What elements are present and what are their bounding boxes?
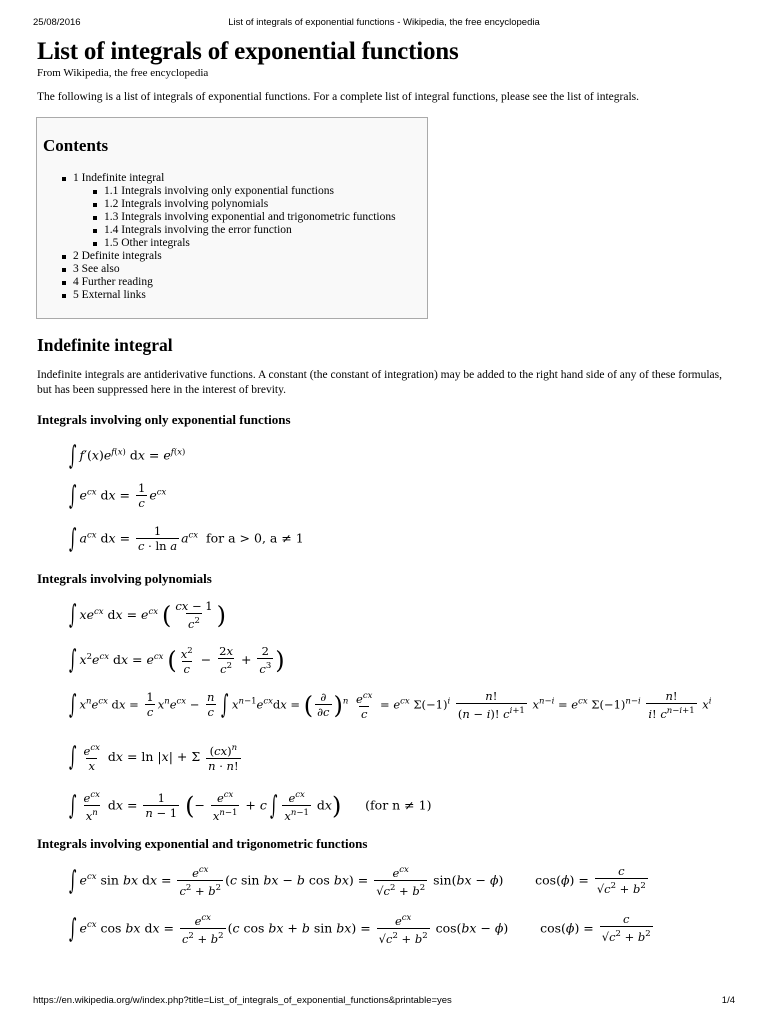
section-heading: Indefinite integral	[37, 335, 173, 355]
formula: ∫ $e^{cx}$ sin bx dx = $\frac{e^{cx}}{c^2 + b^2}$ (c sin bx − b cos bx) = $\frac{e^{cx}}{√c^2 + b^2}$ sin(bx − ϕ) cos(ϕ) = $\frac{c}{√c^2 + b^2}$	[69, 864, 646, 898]
toc-item[interactable]: 2 Definite integrals	[73, 250, 162, 262]
formula: ∫ $\frac{e^{cx}}{x^n}$ dx = $\frac{1}{n - 1}$ (− $\frac{e^{cx}}{x^{n-1}}$ + c ∫ $\frac{e^{cx}}{x^{n-1}}$ dx) (for n ≠ 1)	[69, 790, 432, 823]
toc-item[interactable]: 4 Further reading	[73, 276, 153, 288]
formula: ∫ $x^ne^{cx}$ dx = $\frac{1}{c}$ $x^ne^{cx}$ − $\frac{n}{c}$ ∫ $x^{n-1}e^{cx}dx$ = ( $\frac{\partial}{\partial c}$ )$^n$ $\frac{e^{cx}}{c}$ = $e^{cx}$ $\Sigma(-1)^i$ $\frac{n!}{(n - i)! c^{i+1}}$ $x^{n-i} = e^{cx}$ $\Sigma(-1)^{n-i}$ $\frac{n!}{i! c^{n-i+1}}$ $x^i$	[69, 689, 712, 721]
toc-item[interactable]: 1.4 Integrals involving the error function	[104, 224, 292, 236]
subsection-heading: Integrals involving polynomials	[37, 571, 212, 586]
print-page-title: List of integrals of exponential functions - Wikipedia, the free encyclopedia	[228, 17, 540, 28]
toc-item[interactable]: 1 Indefinite integral	[73, 172, 165, 184]
print-url: https://en.wikipedia.org/w/index.php?title=List_of_integrals_of_exponential_functions&printable=yes	[33, 995, 452, 1006]
toc-title: Contents	[43, 136, 109, 155]
formula: ∫ $x^2e^{cx}$ dx = $e^{cx}$ ( $\frac{x^2}{c}$ − $\frac{2x}{c^2}$ + $\frac{2}{c^3}$ )	[69, 644, 285, 676]
toc-item[interactable]: 1.1 Integrals involving only exponential functions	[104, 185, 334, 197]
formula: ∫ $e^{cx}$ cos bx dx = $\frac{e^{cx}}{c^2 + b^2}$ (c cos bx + b sin bx) = $\frac{e^{cx}}{√c^2 + b^2}$ cos(bx − ϕ) cos(ϕ) = $\frac{c}{√c^2 + b^2}$	[69, 912, 651, 946]
formula: ∫ $e^{cx}$ dx = $\frac{1}{c}$ $e^{cx}$	[69, 481, 167, 511]
formula: ∫ $a^{cx}$ dx = $\frac{1}{\text{c · ln a}}$ $a^{cx}$ for a > 0, a ≠ 1	[69, 524, 304, 554]
formula: ∫ $xe^{cx}$ dx = $e^{cx}$ ( $\frac{cx - 1}{c^2}$ )	[69, 599, 226, 631]
formula-condition: (for n ≠ 1)	[365, 797, 432, 813]
toc-item[interactable]: 1.5 Other integrals	[104, 237, 190, 249]
formula-condition: for a > 0, a ≠ 1	[206, 530, 304, 546]
article-subtitle: From Wikipedia, the free encyclopedia	[37, 67, 209, 79]
section-paragraph: Indefinite integrals are antiderivative functions. A constant (the constant of integration) may be added to the right hand side of any of these formulas, but has been suppressed here in the interest of brevity.	[37, 369, 723, 396]
table-of-contents	[36, 117, 428, 319]
toc-item[interactable]: 5 External links	[73, 289, 146, 301]
formula: ∫ $\frac{e^{cx}}{x}$ dx = ln |x| + Σ $\frac{(cx)^n}{n \cdot n!}$	[69, 742, 239, 773]
article-intro: The following is a list of integrals of exponential functions. For a complete list of integral functions, please see the list of integrals.	[37, 91, 640, 103]
subsection-heading: Integrals involving exponential and trigonometric functions	[37, 836, 368, 851]
print-date: 25/08/2016	[33, 17, 81, 28]
toc-item[interactable]: 1.2 Integrals involving polynomials	[104, 198, 269, 210]
formula: ∫ $f'(x)e^{f(x)}$ dx = $e^{f(x)}$	[69, 441, 186, 471]
subsection-heading: Integrals involving only exponential functions	[37, 412, 291, 427]
page-number: 1/4	[721, 995, 735, 1006]
article-title: List of integrals of exponential functions	[37, 38, 459, 65]
toc-item[interactable]: 3 See also	[73, 263, 120, 275]
toc-item[interactable]: 1.3 Integrals involving exponential and trigonometric functions	[104, 211, 396, 223]
